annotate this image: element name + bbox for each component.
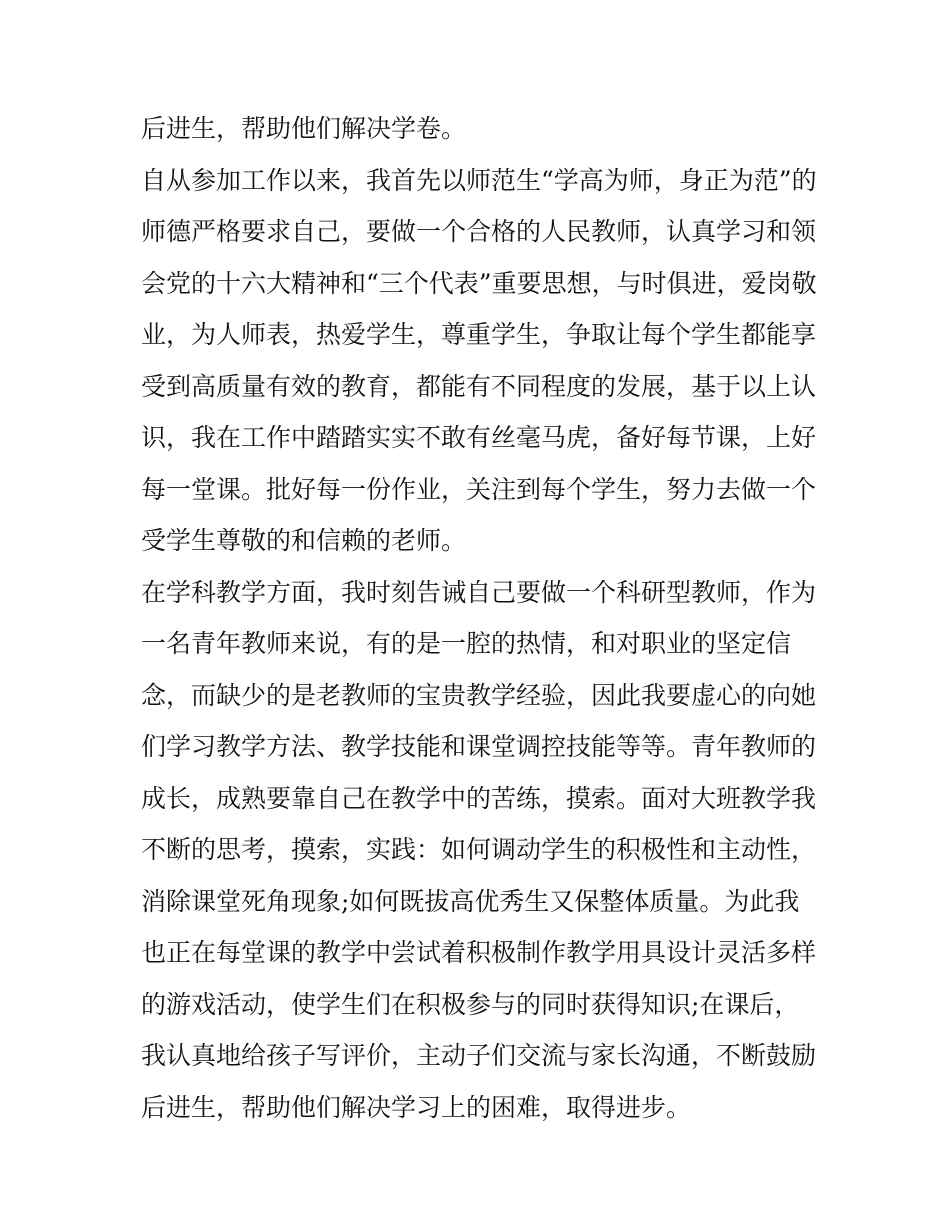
text-line: 识，我在工作中踏踏实实不敢有丝毫马虎，备好每节课，上好 xyxy=(141,423,817,452)
body-text xyxy=(141,103,821,1133)
text-line: 会党的十六大精神和“三个代表”重要思想，与时俱进，爱岗敬 xyxy=(141,268,817,298)
text-line: 受学生尊敬的和信赖的老师。 xyxy=(141,526,467,555)
text-line: 师德严格要求自己，要做一个合格的人民教师，认真学习和领 xyxy=(141,217,817,246)
text-line: 们学习教学方法、教学技能和课堂调控技能等等。青年教师的 xyxy=(141,732,817,761)
text-line: 念，而缺少的是老教师的宝贵教学经验，因此我要虚心的向她 xyxy=(141,680,817,710)
text-line: 成长，成熟要靠自己在教学中的苦练，摸索。面对大班教学我 xyxy=(141,783,817,813)
text-line: 不断的思考，摸索，实践：如何调动学生的积极性和主动性， xyxy=(141,835,817,864)
text-line: 后进生，帮助他们解决学卷。 xyxy=(141,114,467,143)
text-line: 每一堂课。批好每一份作业，关注到每个学生，努力去做一个 xyxy=(141,474,817,504)
text-line: 业，为人师表，热爱学生，尊重学生，争取让每个学生都能享 xyxy=(141,320,817,349)
text-line: 也正在每堂课的教学中尝试着积极制作教学用具设计灵活多样 xyxy=(141,938,817,967)
text-line: 在学科教学方面，我时刻告诫自己要做一个科研型教师，作为 xyxy=(141,577,817,607)
text-line: 自从参加工作以来，我首先以师范生“学高为师，身正为范”的 xyxy=(141,165,817,195)
text-line: 的游戏活动，使学生们在积极参与的同时获得知识;在课后， xyxy=(141,989,800,1019)
text-line: 一名青年教师来说，有的是一腔的热情，和对职业的坚定信 xyxy=(141,629,792,658)
text-line: 消除课堂死角现象;如何既拔高优秀生又保整体质量。为此我 xyxy=(141,886,800,916)
text-line: 受到高质量有效的教育，都能有不同程度的发展，基于以上认 xyxy=(141,371,817,401)
text-line: 后进生，帮助他们解决学习上的困难，取得进步。 xyxy=(141,1092,692,1122)
text-line: 我认真地给孩子写评价，主动子们交流与家长沟通，不断鼓励 xyxy=(141,1041,817,1070)
